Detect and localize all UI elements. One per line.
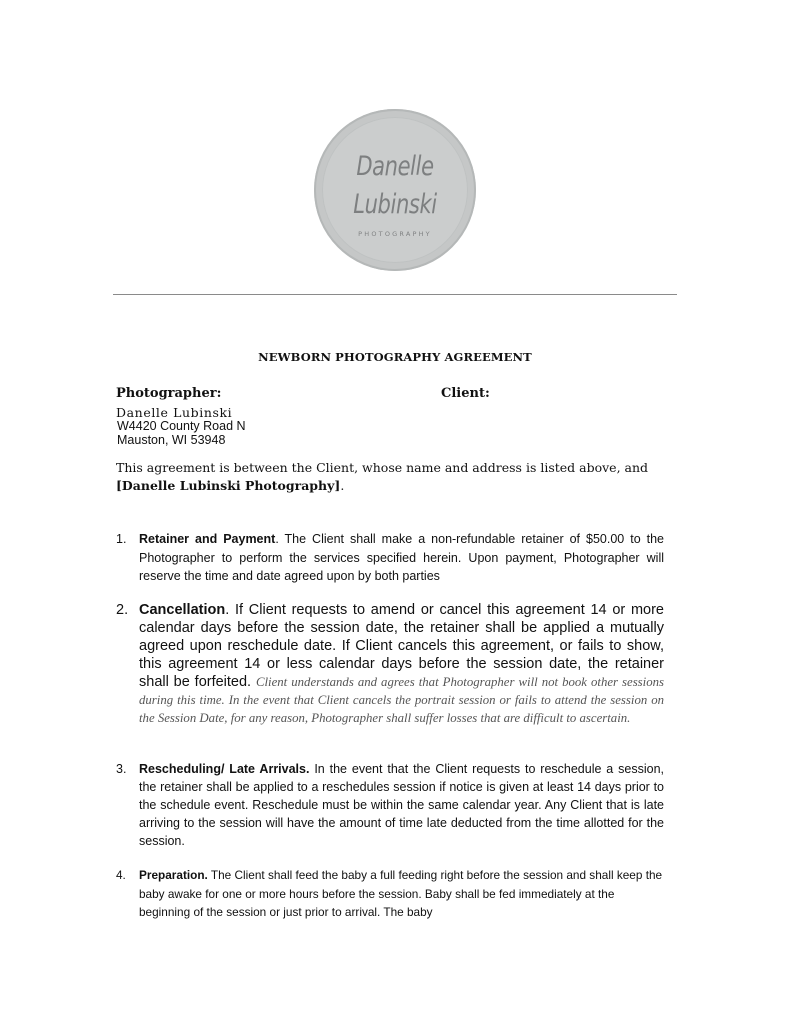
clause-body	[139, 601, 664, 727]
clause-text: In the event that the Client requests to reschedule a session, the retainer shall be applied to a reschedules session if notice is given at least 14 days prior to the schedule event. Reschedule must be within the same calendar year. Any Client that is late arriving to the session will have the amount of time late deducted from the time allotted for the session.	[139, 762, 664, 848]
clause-text: The Client shall feed the baby a full feeding right before the session and shall keep the baby awake for one or more hours before the session. Baby shall be fed immediately at the beginning of the session or just prior to arrival. The baby	[139, 868, 663, 919]
clause-heading: Cancellation	[139, 602, 226, 618]
logo-subtitle: PHOTOGRAPHY	[358, 230, 432, 238]
clause-cancellation	[116, 601, 664, 727]
agreement-intro	[116, 459, 676, 495]
photographer-address-line1: W4420 County Road N	[117, 419, 246, 433]
logo-first-name: Danelle	[356, 151, 434, 182]
logo-inner-circle	[322, 117, 468, 263]
clause-number: 2.	[116, 602, 129, 618]
header-divider	[113, 294, 677, 295]
clause-body	[139, 530, 664, 586]
photographer-label: Photographer:	[116, 386, 222, 401]
clause-body	[139, 760, 664, 850]
clause-number: 4.	[116, 868, 126, 882]
clause-heading: Retainer and Payment	[139, 532, 276, 546]
intro-end: .	[340, 478, 345, 493]
clause-number: 3.	[116, 762, 127, 776]
client-label: Client:	[441, 386, 490, 401]
intro-text: This agreement is between the Client, whose name and address is listed above, and	[116, 460, 649, 475]
photographer-address-line2: Mauston, WI 53948	[117, 433, 226, 447]
clause-text: . The Client shall make a non-refundable retainer of $50.00 to the Photographer to perform the services specified herein. Upon payment, Photographer will reserve the time and date agreed upon by both parties	[139, 532, 665, 583]
clause-rescheduling	[116, 760, 664, 850]
clause-preparation	[116, 866, 664, 922]
clause-retainer-payment	[116, 530, 664, 586]
logo-badge	[314, 109, 476, 271]
intro-party: [Danelle Lubinski Photography]	[116, 478, 341, 493]
clause-heading: Rescheduling/ Late Arrivals.	[139, 762, 310, 776]
clause-italic-text: Client understands and agrees that Photographer will not book other sessions during this time. In the event that Client cancels the portrait session or fails to attend the session on the Session Date, for any reason, Photographer shall suffer losses that are difficult to ascertain.	[139, 675, 664, 725]
clause-text: . If Client requests to amend or cancel this agreement 14 or more calendar days before the session date, the retainer shall be applied a mutually agreed upon reschedule date. If Client cancels this agreement, or fails to show, this agreement 14 or less calendar days before the session date, the retainer shall be forfeited.	[139, 602, 664, 690]
clause-body	[139, 866, 664, 922]
document-title: NEWBORN PHOTOGRAPHY AGREEMENT	[258, 350, 532, 364]
logo-last-name: Lubinski	[353, 189, 437, 220]
clause-heading: Preparation.	[139, 868, 208, 882]
clause-number: 1.	[116, 532, 127, 546]
photographer-name: Danelle Lubinski	[116, 405, 233, 420]
